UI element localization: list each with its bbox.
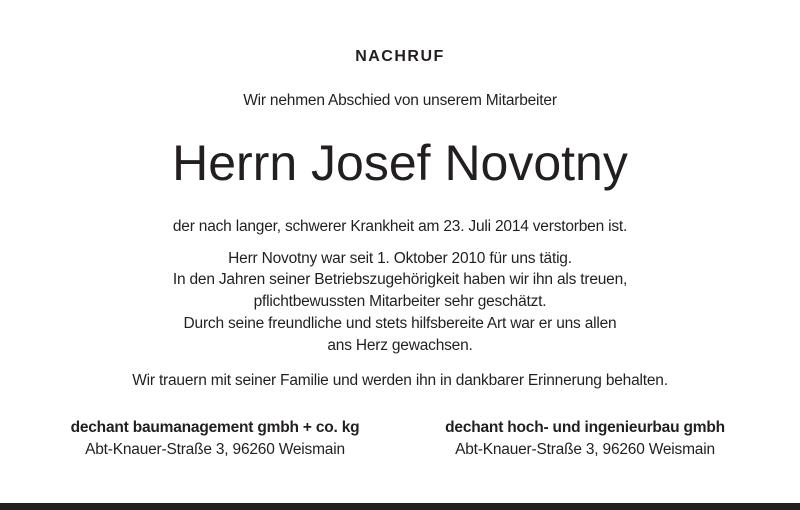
intro-line: Wir nehmen Abschied von unserem Mitarbeiter: [243, 92, 557, 109]
company-name: dechant baumanagement gmbh + co. kg: [70, 419, 360, 436]
deceased-name: Herrn Josef Novotny: [172, 135, 628, 191]
company-block-right: [385, 419, 785, 459]
paragraph-line: ans Herz gewachsen.: [327, 337, 473, 354]
paragraph-line: In den Jahren seiner Betriebszugehörigkeit haben wir ihn als treuen,: [172, 271, 628, 288]
notice-heading: NACHRUF: [355, 48, 445, 65]
death-line: der nach langer, schwerer Krankheit am 23. Juli 2014 verstorben ist.: [172, 218, 628, 235]
paragraph-line: pflichtbewussten Mitarbeiter sehr geschätzt.: [253, 293, 547, 310]
company-address: Abt-Knauer-Straße 3, 96260 Weismain: [85, 441, 345, 458]
company-block-left: [15, 419, 415, 459]
company-address: Abt-Knauer-Straße 3, 96260 Weismain: [455, 441, 715, 458]
closing-line: Wir trauern mit seiner Familie und werden ihn in dankbarer Erinnerung behalten.: [132, 372, 668, 389]
paragraph-line: Herr Novotny war seit 1. Oktober 2010 für uns tätig.: [228, 250, 572, 267]
company-name: dechant hoch- und ingenieurbau gmbh: [445, 419, 725, 436]
bottom-border: [0, 503, 800, 510]
paragraph-line: Durch seine freundliche und stets hilfsbereite Art war er uns allen: [183, 315, 617, 332]
